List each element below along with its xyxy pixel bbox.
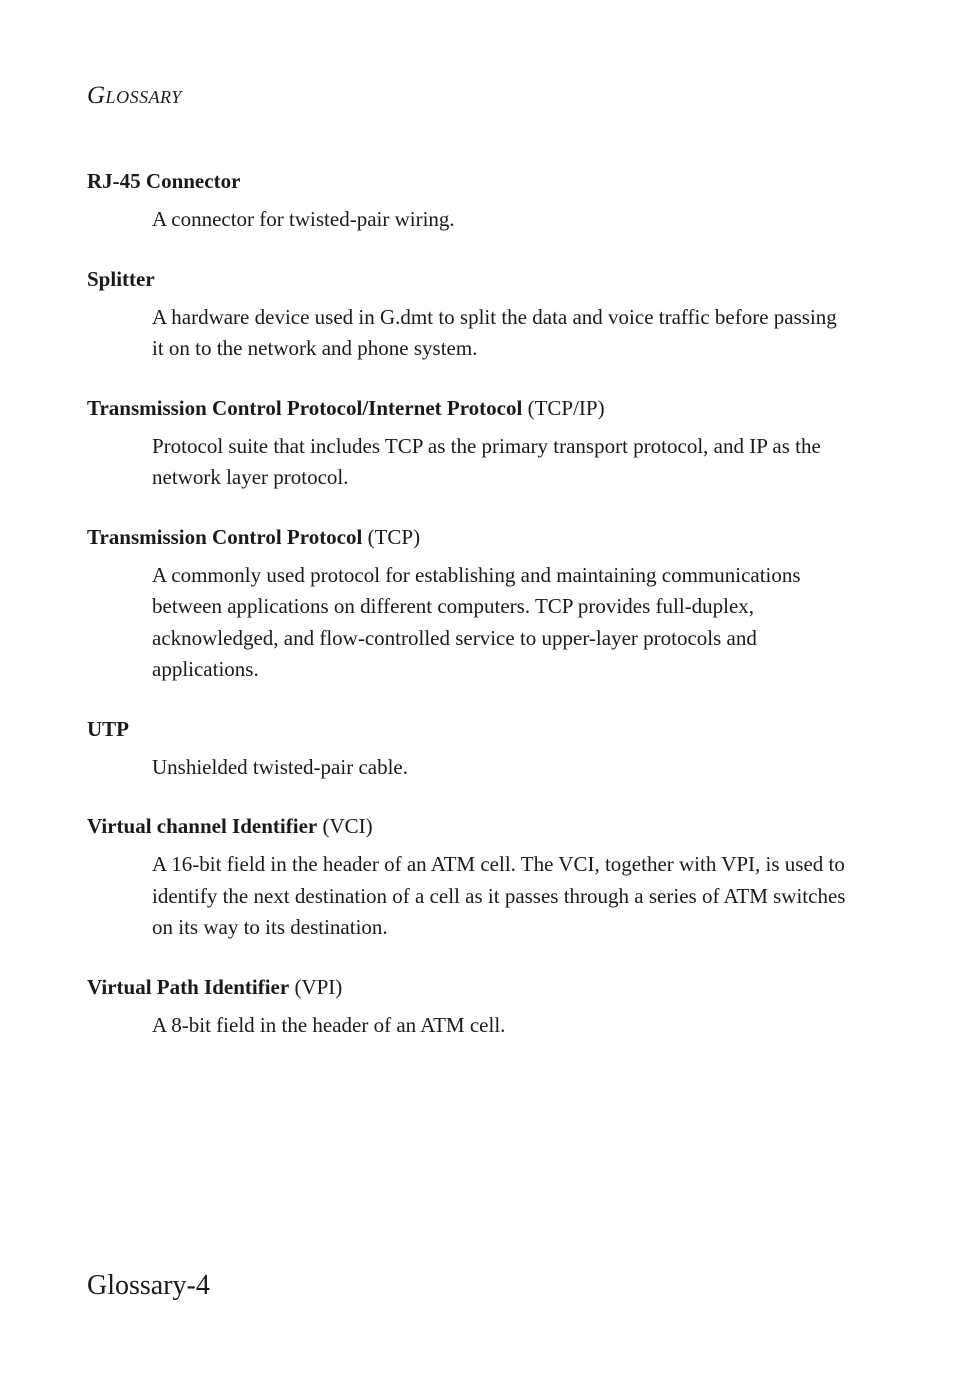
term-name: Virtual Path Identifier	[87, 974, 290, 999]
glossary-definition: Protocol suite that includes TCP as the primary transport protocol, and IP as the network layer protocol.	[152, 433, 821, 489]
glossary-term	[87, 264, 847, 294]
term-name: Splitter	[87, 266, 155, 291]
glossary-definition: A hardware device used in G.dmt to split the data and voice traffic before passing it on to the network and phone system.	[152, 304, 837, 360]
term-abbreviation: (TCP/IP)	[527, 395, 605, 420]
glossary-definition: A connector for twisted-pair wiring.	[152, 207, 455, 231]
term-name: Transmission Control Protocol	[87, 524, 363, 549]
term-name: Virtual channel Identifier	[87, 814, 318, 838]
glossary-entry-tcpip	[87, 393, 847, 494]
glossary-entry-tcp	[87, 522, 847, 686]
glossary-entry-vci	[87, 811, 847, 944]
glossary-entry-splitter	[87, 264, 847, 365]
glossary-definition: A commonly used protocol for establishing and maintaining communications between applications on different computers. TCP provides full-duplex, acknowledged, and flow-controlled service to upper-layer protocols and applications.	[152, 562, 801, 681]
glossary-term	[87, 714, 847, 744]
glossary-entry-utp	[87, 714, 847, 784]
glossary-term	[87, 972, 847, 1002]
glossary-term	[87, 811, 847, 841]
running-header: Glossary	[87, 82, 182, 109]
term-name: Transmission Control Protocol/Internet Protocol	[87, 395, 523, 420]
term-abbreviation: (VPI)	[294, 974, 343, 999]
glossary-definition: Unshielded twisted-pair cable.	[152, 754, 408, 779]
term-name: UTP	[87, 716, 129, 741]
glossary-term	[87, 393, 847, 423]
glossary-term	[87, 522, 847, 552]
glossary-entry-vpi	[87, 972, 847, 1042]
term-abbreviation: (VCI)	[322, 814, 373, 838]
glossary-definition: A 16-bit field in the header of an ATM cell. The VCI, together with VPI, is used to identify the next destination of a cell as it passes through a series of ATM switches on its way to its destination.	[152, 852, 846, 939]
term-name: RJ-45 Connector	[87, 169, 241, 193]
glossary-definition: A 8-bit field in the header of an ATM cell.	[152, 1012, 506, 1037]
glossary-entry-rj45	[87, 166, 847, 236]
term-abbreviation: (TCP)	[367, 524, 421, 549]
glossary-list	[87, 166, 847, 1069]
glossary-term	[87, 166, 847, 196]
page-number: Glossary-4	[87, 1270, 210, 1301]
